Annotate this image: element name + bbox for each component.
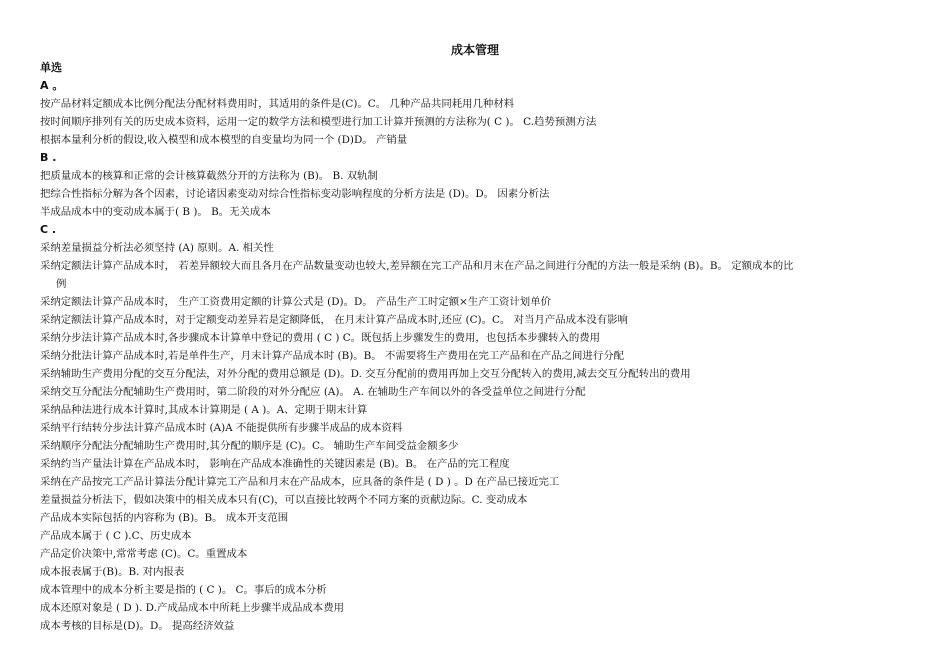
question-line: 成本考核的目标是(D)。D。 提高经济效益 <box>40 620 235 632</box>
section-heading-b: B . <box>40 151 57 164</box>
section-heading-c: C . <box>40 223 57 236</box>
question-line: 产品成本实际包括的内容称为 (B)。B。 成本开支范围 <box>40 512 289 524</box>
question-line: 按产品材料定额成本比例分配法分配材料费用时，其适用的条件是(C)。C。 几种产品共同耗用几种材料 <box>40 98 515 110</box>
question-line: 采纳差量损益分析法必须坚持 (A) 原则。A. 相关性 <box>40 242 274 254</box>
question-line: 产品成本属于 ( C ).C、历史成本 <box>40 530 192 542</box>
question-line: 采纳在产品按完工产品计算法分配计算完工产品和月末在产品成本，应具备的条件是 ( D ) 。D 在产品已接近完工 <box>40 476 560 488</box>
question-line: 差量损益分析法下，假如决策中的相关成本只有(C)，可以直接比较两个不同方案的贡献边际。C. 变动成本 <box>40 494 528 506</box>
question-line: 把综合性指标分解为各个因素，讨论诸因素变动对综合性指标变动影响程度的分析方法是 (D)。D。 因素分析法 <box>40 188 550 200</box>
question-line-continuation: 例 <box>56 278 67 290</box>
document-title: 成本管理 <box>450 43 499 57</box>
question-line: 半成品成本中的变动成本属于( B )。 B。无关成本 <box>40 206 271 218</box>
question-line: 采纳定额法计算产品成本时， 生产工资费用定额的计算公式是 (D)。D。 产品生产工时定额×生产工资计划单价 <box>40 296 551 308</box>
question-line: 把质量成本的核算和正常的会计核算截然分开的方法称为 (B)。 B. 双轨制 <box>40 170 378 182</box>
question-line: 采纳定额法计算产品成本时， 若差异额较大而且各月在产品数量变动也较大,差异额在完工产品和月末在产品之间进行分配的方法一般是采纳 (B)。B。 定额成本的比 <box>40 260 794 272</box>
question-line: 采纳定额法计算产品成本时，对于定额变动差异若是定额降低， 在月末计算产品成本时,还应 (C)。C。 对当月产品成本没有影响 <box>40 314 628 326</box>
category-heading: 单选 <box>40 61 62 74</box>
question-line: 成本报表属于(B)。B. 对内报表 <box>40 566 185 578</box>
question-line: 采纳交互分配法分配辅助生产费用时，第二阶段的对外分配应 (A)。 A. 在辅助生产车间以外的各受益单位之间进行分配 <box>40 386 586 398</box>
question-line: 采纳分批法计算产品成本时,若是单件生产，月末计算产品成本时 (B)。B。 不需要将生产费用在完工产品和在产品之间进行分配 <box>40 350 624 362</box>
section-heading-a: A 。 <box>40 79 64 92</box>
question-line: 采纳品种法进行成本计算时,其成本计算期是 ( A )。A、定期于期末计算 <box>40 404 368 416</box>
question-line: 按时间顺序排列有关的历史成本资料，运用一定的数学方法和模型进行加工计算并预测的方法称为( C )。 C.趋势预测方法 <box>40 116 597 128</box>
question-line: 采纳分步法计算产品成本时,各步骤成本计算单中登记的费用 ( C ) C。既包括上步骤发生的费用，也包括本步骤转入的费用 <box>40 332 601 344</box>
question-line: 成本还原对象是 ( D ). D.产成品成本中所耗上步骤半成品成本费用 <box>40 602 344 614</box>
question-line: 采纳平行结转分步法计算产品成本时 (A)A 不能提供所有步骤半成品的成本资料 <box>40 422 403 434</box>
question-line: 采纳辅助生产费用分配的交互分配法，对外分配的费用总额是 (D)。D. 交互分配前的费用再加上交互分配转入的费用,减去交互分配转出的费用 <box>40 368 691 380</box>
question-line: 成本管理中的成本分析主要是指的 ( C )。 C。事后的成本分析 <box>40 584 327 596</box>
question-line: 采纳约当产量法计算在产品成本时， 影响在产品成本准确性的关键因素是 (B)。B。 在产品的完工程度 <box>40 458 510 470</box>
question-line: 根据本量利分析的假设,收入模型和成本模型的自变量均为同一个 (D)D。 产销量 <box>40 134 408 146</box>
question-line: 产品定价决策中,常常考虑 (C)。C。重置成本 <box>40 548 248 560</box>
question-line: 采纳顺序分配法分配辅助生产费用时,其分配的顺序是 (C)。C。 辅助生产车间受益金额多少 <box>40 440 459 452</box>
